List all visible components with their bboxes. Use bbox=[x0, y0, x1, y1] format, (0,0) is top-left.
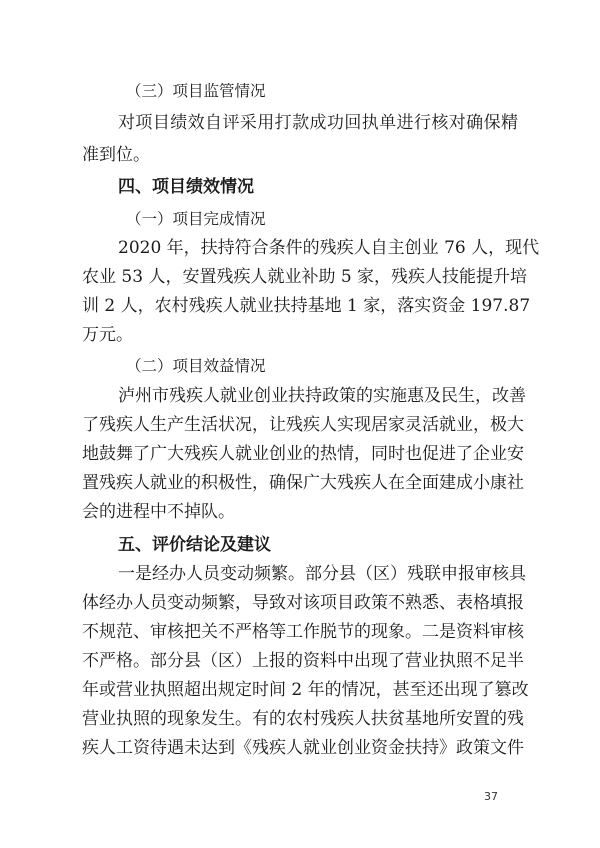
section5-line-4: 不严格。部分县（区）上报的资料中出现了营业执照不足半 bbox=[82, 651, 524, 671]
section4-para1-line-4: 万元。 bbox=[82, 325, 133, 345]
section4-para2-line-1: 泸州市残疾人就业创业扶持政策的实施惠及民生，改善 bbox=[118, 386, 526, 406]
section4-para1-line-3: 训 2 人，农村残疾人就业扶持基地 1 家，落实资金 197.87 bbox=[82, 296, 531, 316]
section4-subheading-2: （二）项目效益情况 bbox=[126, 357, 266, 375]
section4-para2-line-5: 会的进程中不掉队。 bbox=[82, 502, 235, 522]
section4-para2-line-3: 地鼓舞了广大残疾人就业创业的热情，同时也促进了企业安 bbox=[82, 444, 524, 464]
section5-line-6: 营业执照的现象发生。有的农村残疾人扶贫基地所安置的残 bbox=[82, 709, 524, 729]
section5-line-2: 体经办人员变动频繁，导致对该项目政策不熟悉、表格填报 bbox=[82, 593, 524, 613]
section5-heading: 五、评价结论及建议 bbox=[118, 535, 271, 555]
section3-line-2: 准到位。 bbox=[82, 145, 150, 165]
section4-para2-line-2: 了残疾人生产生活状况，让残疾人实现居家灵活就业，极大 bbox=[82, 415, 524, 435]
section5-line-7: 疾人工资待遇未达到《残疾人就业创业资金扶持》政策文件 bbox=[82, 738, 524, 758]
section4-para2-line-4: 置残疾人就业的积极性，确保广大残疾人在全面建成小康社 bbox=[82, 473, 524, 493]
section4-para1-line-2: 农业 53 人，安置残疾人就业补助 5 家，残疾人技能提升培 bbox=[82, 267, 528, 287]
section4-heading: 四、项目绩效情况 bbox=[118, 177, 254, 197]
section4-subheading-1: （一）项目完成情况 bbox=[126, 210, 266, 228]
section5-line-3: 不规范、审核把关不严格等工作脱节的现象。二是资料审核 bbox=[82, 622, 524, 642]
section5-line-1: 一是经办人员变动频繁。部分县（区）残联申报审核具 bbox=[118, 564, 526, 584]
section3-line-1: 对项目绩效自评采用打款成功回执单进行核对确保精 bbox=[118, 113, 518, 133]
section5-line-5: 年或营业执照超出规定时间 2 年的情况，甚至还出现了篡改 bbox=[82, 680, 529, 700]
section3-subheading: （三）项目监管情况 bbox=[126, 82, 266, 100]
section4-para1-line-1: 2020 年，扶持符合条件的残疾人自主创业 76 人，现代 bbox=[118, 238, 540, 258]
page-number: 37 bbox=[484, 790, 498, 803]
